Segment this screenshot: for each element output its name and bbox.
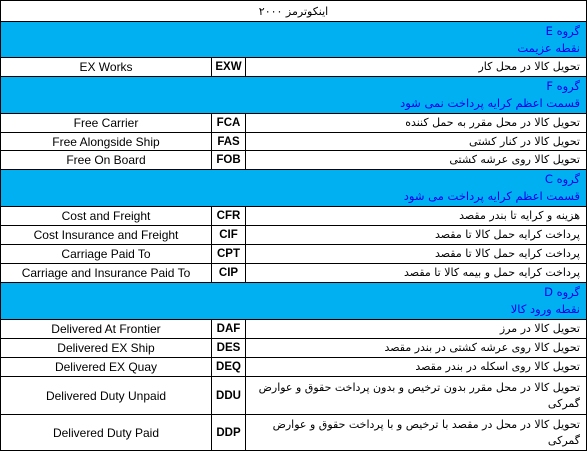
term-en: Carriage Paid To bbox=[0, 245, 212, 264]
table-row-des bbox=[0, 339, 587, 358]
term-fa: تحویل کالا در کنار کشتی bbox=[246, 133, 587, 151]
term-code: CIF bbox=[212, 226, 246, 245]
table-row-fob bbox=[0, 151, 587, 170]
term-code: DDP bbox=[212, 415, 246, 451]
term-en: Delivered Duty Unpaid bbox=[0, 377, 212, 415]
term-code: DES bbox=[212, 339, 246, 358]
term-code: CFR bbox=[212, 207, 246, 226]
term-code: DEQ bbox=[212, 358, 246, 377]
term-fa: تحویل کالا در محل در مقصد با ترخیص و با پرداخت حقوق و عوارض گمرکی bbox=[246, 415, 587, 451]
table-row-fca bbox=[0, 114, 587, 133]
term-en: Cost Insurance and Freight bbox=[0, 226, 212, 245]
term-en: Delivered EX Ship bbox=[0, 339, 212, 358]
term-en: Free On Board bbox=[0, 151, 212, 170]
table-row-ddu bbox=[0, 377, 587, 415]
term-code: FAS bbox=[212, 133, 246, 151]
term-code: EXW bbox=[212, 58, 246, 77]
term-en: EX Works bbox=[0, 58, 212, 77]
term-code: CIP bbox=[212, 264, 246, 283]
term-en: Delivered EX Quay bbox=[0, 358, 212, 377]
group-c-header bbox=[0, 170, 587, 207]
group-f-label: گروه F bbox=[546, 79, 580, 93]
group-c-subtitle: قسمت اعظم کرایه پرداخت می شود bbox=[403, 189, 580, 203]
table-row-fas bbox=[0, 133, 587, 151]
term-en: Carriage and Insurance Paid To bbox=[0, 264, 212, 283]
term-fa: تحویل کالا در محل کار bbox=[246, 58, 587, 77]
term-en: Delivered Duty Paid bbox=[0, 415, 212, 451]
term-fa: تحویل کالا روی عرشه کشتی در بندر مقصد bbox=[246, 339, 587, 358]
table-row-cpt bbox=[0, 245, 587, 264]
term-en: Free Alongside Ship bbox=[0, 133, 212, 151]
group-d-header bbox=[0, 283, 587, 320]
term-fa: پرداخت کرایه حمل کالا تا مقصد bbox=[246, 226, 587, 245]
term-fa: پرداخت کرایه حمل و بیمه کالا تا مقصد bbox=[246, 264, 587, 283]
term-fa: تحویل کالا در محل مقرر به حمل کننده bbox=[246, 114, 587, 133]
table-row-daf bbox=[0, 320, 587, 339]
group-f-subtitle: قسمت اعظم کرایه پرداخت نمی شود bbox=[400, 96, 580, 110]
term-code: DDU bbox=[212, 377, 246, 415]
term-fa: تحویل کالا روی عرشه کشتی bbox=[246, 151, 587, 170]
table-title: اینکوترمز ۲۰۰۰ bbox=[0, 0, 587, 22]
term-en: Delivered At Frontier bbox=[0, 320, 212, 339]
group-e-subtitle: نقطه عزیمت bbox=[517, 41, 580, 55]
group-e-header bbox=[0, 22, 587, 58]
group-f-header bbox=[0, 77, 587, 114]
term-fa: تحویل کالا در محل مقرر بدون ترخیص و بدون پرداخت حقوق و عوارض گمرکی bbox=[246, 377, 587, 415]
group-c-label: گروه C bbox=[544, 172, 580, 186]
term-fa: تحویل کالا روی اسکله در بندر مقصد bbox=[246, 358, 587, 377]
term-code: CPT bbox=[212, 245, 246, 264]
group-d-label: گروه D bbox=[544, 285, 580, 299]
table-row-exw bbox=[0, 58, 587, 77]
table-row-ddp bbox=[0, 415, 587, 451]
term-fa: تحویل کالا در مرز bbox=[246, 320, 587, 339]
term-en: Free Carrier bbox=[0, 114, 212, 133]
group-d-subtitle: نقطه ورود کالا bbox=[510, 302, 580, 316]
term-code: FOB bbox=[212, 151, 246, 170]
term-en: Cost and Freight bbox=[0, 207, 212, 226]
table-row-deq bbox=[0, 358, 587, 377]
term-code: FCA bbox=[212, 114, 246, 133]
title-row bbox=[0, 0, 587, 22]
table-row-cif bbox=[0, 226, 587, 245]
group-e-label: گروه E bbox=[545, 24, 580, 38]
term-fa: پرداخت کرایه حمل کالا تا مقصد bbox=[246, 245, 587, 264]
table-row-cfr bbox=[0, 207, 587, 226]
table-row-cip bbox=[0, 264, 587, 283]
term-fa: هزینه و کرایه تا بندر مقصد bbox=[246, 207, 587, 226]
term-code: DAF bbox=[212, 320, 246, 339]
